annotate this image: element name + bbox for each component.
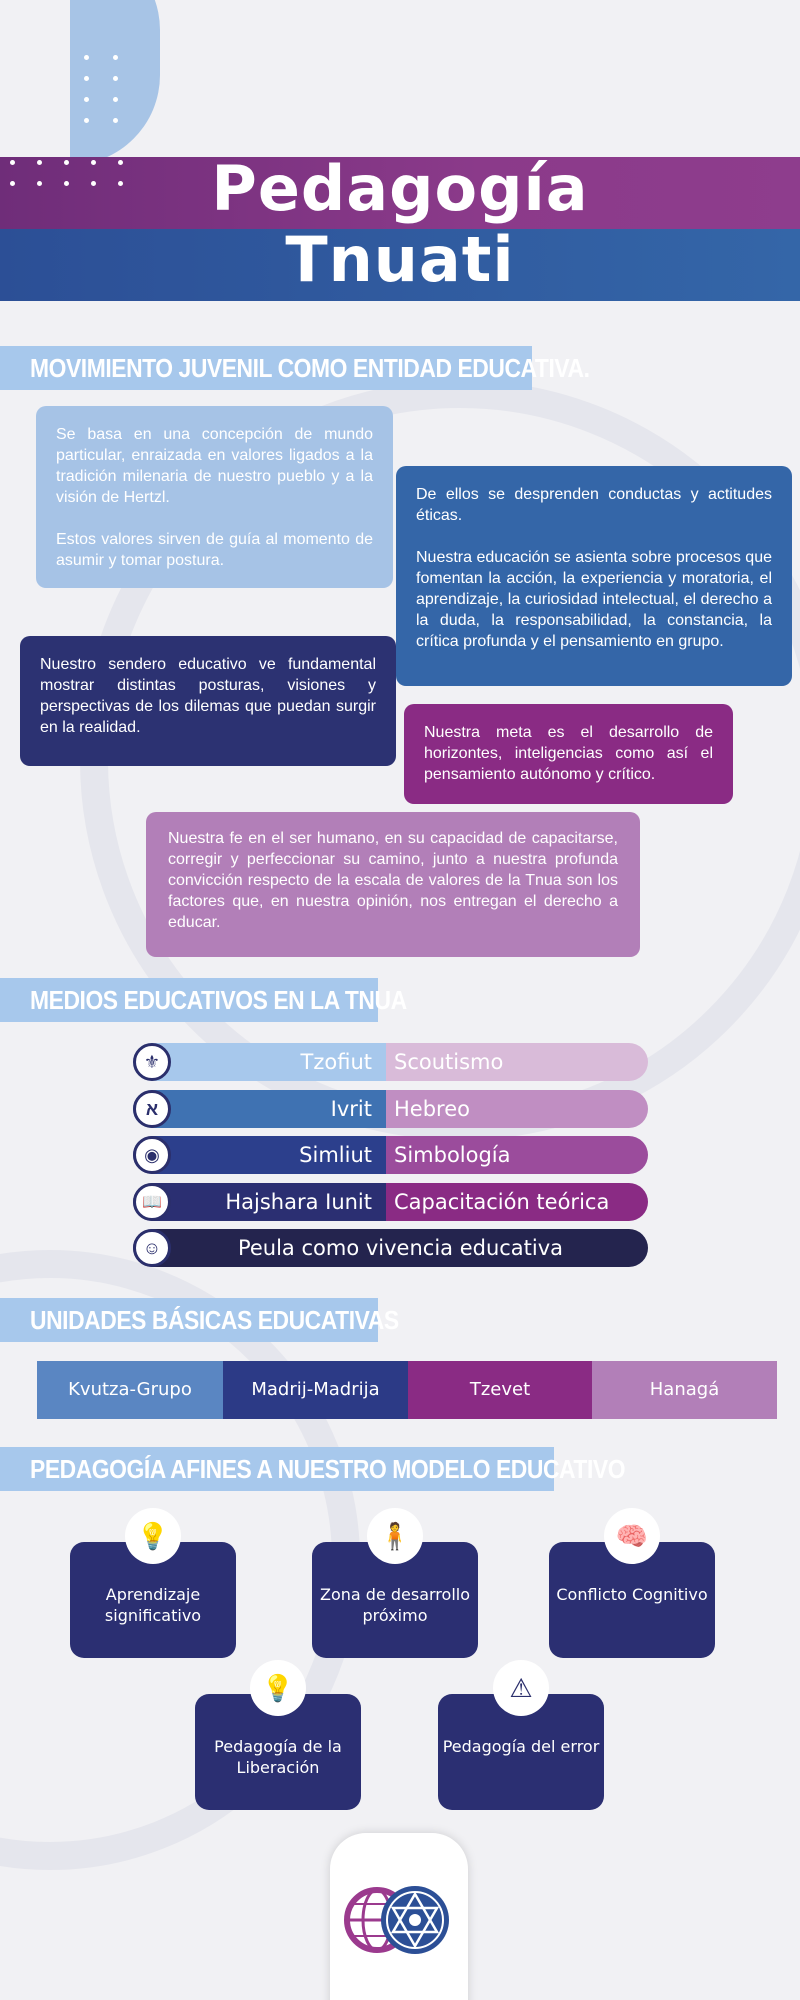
page-title-line-2: Tnuati	[285, 223, 515, 296]
symbol-emblem-icon: ◉	[133, 1136, 171, 1174]
section-heading-medios: MEDIOS EDUCATIVOS EN LA TNUA	[0, 978, 378, 1022]
book-icon: 📖	[133, 1183, 171, 1221]
person-development-icon: 🧍	[367, 1508, 423, 1564]
unit-madrij: Madrij-Madrija	[223, 1361, 408, 1419]
section-heading-movimiento: MOVIMIENTO JUVENIL COMO ENTIDAD EDUCATIVA.	[0, 346, 532, 390]
text-box-sendero: Nuestro sendero educativo ve fundamental mostrar distintas posturas, visiones y perspectivas de los dilemas que puedan surgir en la realidad.	[20, 636, 396, 766]
header-dots-pattern-2	[10, 160, 123, 186]
card-pedagogia-error: Pedagogía del error	[438, 1694, 604, 1810]
hebrew-letter-icon: א	[133, 1090, 171, 1128]
unit-tzevet: Tzevet	[408, 1361, 592, 1419]
unit-hanaga: Hanagá	[592, 1361, 777, 1419]
card-zona-desarrollo: Zona de desarrollo próximo	[312, 1542, 478, 1658]
card-conflicto-cognitivo: Conflicto Cognitivo	[549, 1542, 715, 1658]
text-box-fe: Nuestra fe en el ser humano, en su capacidad de capacitarse, corregir y perfeccionar su camino, junto a nuestra profunda convicción respecto de la escala de valores de la Tnua son los factores que, en nuestra opinión, nos entregan el derecho a educar.	[146, 812, 640, 957]
card-pedagogia-liberacion: Pedagogía de la Liberación	[195, 1694, 361, 1810]
organization-logo	[343, 1880, 453, 1960]
warning-head-icon: ⚠	[493, 1660, 549, 1716]
section-heading-unidades: UNIDADES BÁSICAS EDUCATIVAS	[0, 1298, 378, 1342]
card-aprendizaje-significativo: Aprendizaje significativo	[70, 1542, 236, 1658]
unit-kvutza: Kvutza-Grupo	[37, 1361, 223, 1419]
medio-row-hajshara: Hajshara Iunit Capacitación teórica	[133, 1183, 648, 1221]
medio-row-ivrit: Ivrit Hebreo	[133, 1090, 648, 1128]
header-dots-pattern	[84, 55, 118, 123]
text-box-meta: Nuestra meta es el desarrollo de horizontes, inteligencias como así el pensamiento autónomo y crítico.	[404, 704, 733, 804]
activity-icon: ☺	[133, 1229, 171, 1267]
growth-idea-icon: 💡	[125, 1508, 181, 1564]
globe-logo-icon	[343, 1880, 453, 1960]
text-box-educacion: De ellos se desprenden conductas y actitudes éticas. Nuestra educación se asienta sobre procesos que fomentan la acción, la experiencia y moratoria, el aprendizaje, la curiosidad intelectual, el derecho a la duda, la responsabilidad, la constancia, la crítica profunda y el pensamiento en grupo.	[396, 466, 792, 686]
section-heading-pedagogia: PEDAGOGÍA AFINES A NUESTRO MODELO EDUCATIVO	[0, 1447, 554, 1491]
head-thinking-icon: 🧠	[604, 1508, 660, 1564]
scout-emblem-icon: ⚜	[133, 1043, 171, 1081]
medio-row-peula: Peula como vivencia educativa	[133, 1229, 648, 1267]
page-title-line-1: Pedagogía	[211, 152, 589, 225]
medio-row-tzofiut: Tzofiut Scoutismo	[133, 1043, 648, 1081]
medio-row-simliut: Simliut Simbología	[133, 1136, 648, 1174]
text-box-concepcion: Se basa en una concepción de mundo particular, enraizada en valores ligados a la tradición milenaria de nuestro pueblo y a la visión de Hertzl. Estos valores sirven de guía al momento de asumir y tomar postura.	[36, 406, 393, 588]
lightbulb-people-icon: 💡	[250, 1660, 306, 1716]
